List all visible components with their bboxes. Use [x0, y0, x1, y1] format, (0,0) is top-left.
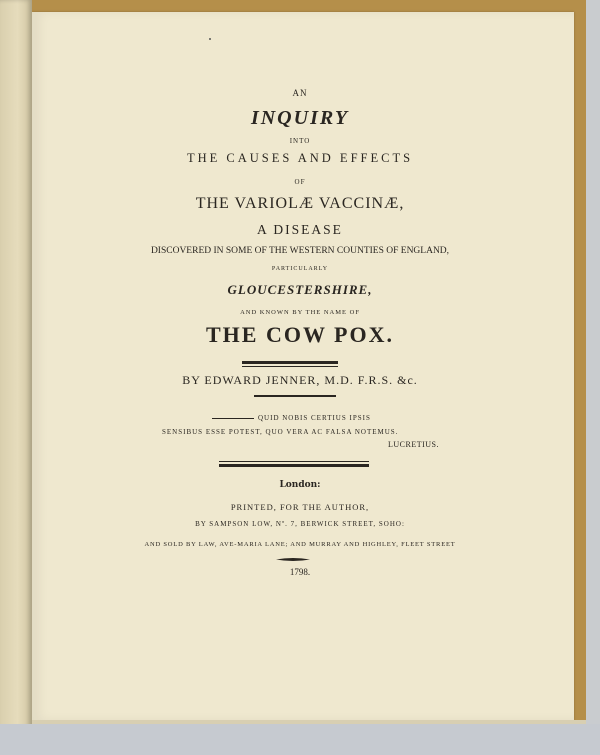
- title-disease: A DISEASE: [257, 222, 343, 237]
- rule-imprint-thin: [219, 461, 369, 462]
- title-variolae: THE VARIOLÆ VACCINÆ,: [195, 195, 405, 212]
- imprint-printed: PRINTED, FOR THE AUTHOR,: [230, 502, 370, 512]
- ornamental-swell-rule: [276, 557, 310, 562]
- imprint-sold: AND SOLD BY LAW, AVE-MARIA LANE; AND MURRAY AND HIGHLEY, FLEET STREET: [144, 541, 456, 548]
- title-of: OF: [294, 178, 306, 186]
- imprint-printer: BY SAMPSON LOW, Nº. 7, BERWICK STREET, SOHO:: [195, 520, 405, 528]
- imprint-city: London:: [279, 480, 321, 490]
- author-line: BY EDWARD JENNER, M.D. F.R.S. &c.: [182, 373, 418, 387]
- title-cow-pox: THE COW POX.: [205, 322, 394, 347]
- table-surface: [0, 724, 600, 755]
- epigraph-line-1: QUID NOBIS CERTIUS IPSIS: [258, 414, 371, 422]
- title-causes: THE CAUSES AND EFFECTS: [186, 151, 414, 165]
- rule-imprint-thick: [219, 464, 369, 467]
- rule-upper-thick: [242, 361, 338, 364]
- title-known: AND KNOWN BY THE NAME OF: [240, 309, 360, 316]
- rule-upper-thin: [242, 366, 338, 367]
- rule-lower-thick: [254, 395, 336, 397]
- title-gloucestershire: GLOUCESTERSHIRE,: [227, 282, 373, 297]
- epigraph-line-2: SENSIBUS ESSE POTEST, QUO VERA AC FALSA NOTEMUS.: [162, 428, 399, 436]
- title-into: INTO: [289, 137, 311, 145]
- epigraph-dash: [212, 418, 254, 419]
- epigraph-attribution: LUCRETIUS.: [388, 440, 439, 449]
- title-discovered: DISCOVERED IN SOME OF THE WESTERN COUNTIES OF ENGLAND,: [150, 246, 450, 256]
- title-inquiry: INQUIRY: [250, 107, 350, 129]
- title-an: AN: [292, 88, 308, 98]
- title-particularly: PARTICULARLY: [271, 266, 329, 272]
- paper-speck: [209, 38, 211, 40]
- imprint-year: 1798.: [289, 567, 311, 577]
